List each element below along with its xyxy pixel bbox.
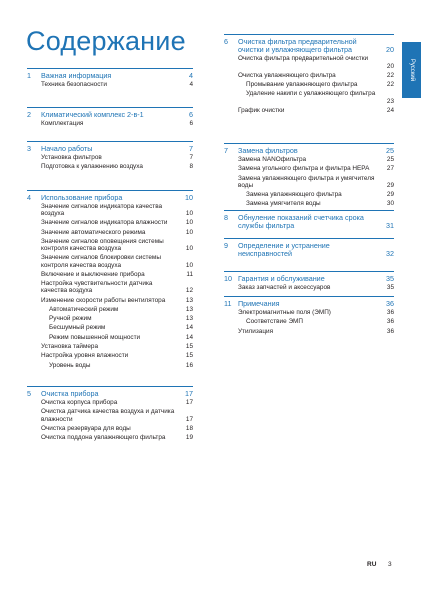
toc-entry-title: Режим повышенной мощности — [49, 333, 141, 341]
toc-entry-title: Очистка фильтра предварительной очистки — [238, 55, 369, 63]
toc-entry[interactable] — [238, 284, 394, 291]
toc-entry-page: 30 — [386, 200, 394, 208]
toc-entry-page: 13 — [185, 296, 193, 304]
toc-section-heading[interactable] — [27, 72, 193, 80]
toc-subentry[interactable] — [246, 318, 394, 325]
toc-section-heading[interactable] — [224, 147, 394, 155]
toc-entry[interactable] — [238, 175, 394, 190]
toc-entry-page: 11 — [186, 270, 193, 278]
toc-entry-page: 10 — [185, 219, 193, 227]
toc-section-page: 32 — [386, 249, 394, 259]
toc-entry-page: 36 — [386, 309, 394, 316]
toc-entry-title: Настройка уровня влажности — [41, 352, 129, 360]
toc-section-number: 2 — [27, 110, 31, 119]
toc-section-divider — [224, 296, 394, 297]
toc-entry-page: 23 — [386, 97, 394, 105]
toc-entry-page: 29 — [386, 191, 394, 198]
toc-section-number: 6 — [224, 37, 228, 46]
toc-entry[interactable] — [41, 238, 193, 253]
toc-section-heading[interactable] — [224, 214, 394, 231]
page-title: Содержание — [26, 26, 186, 56]
toc-entry-title: Подготовка к увлажнению воздуха — [41, 163, 143, 171]
toc-entry-page: 17 — [185, 415, 193, 423]
toc-entry-page: 7 — [189, 154, 193, 161]
toc-section-number: 3 — [27, 144, 31, 153]
toc-section-title: Очистка прибора — [41, 389, 99, 398]
toc-entry-title: Очистка корпуса прибора — [41, 399, 118, 406]
toc-entry[interactable] — [41, 399, 193, 406]
toc-entry-page: 8 — [189, 163, 193, 171]
toc-subentry[interactable] — [246, 81, 394, 88]
toc-entry-page: 17 — [185, 399, 193, 406]
toc-entry-page: 10 — [185, 210, 193, 218]
toc-subentry[interactable] — [49, 362, 193, 369]
toc-entry-page: 14 — [185, 333, 193, 341]
toc-entry[interactable] — [238, 107, 394, 114]
toc-entry-title: Значение сигналов индикатора качества воздуха — [41, 203, 163, 218]
toc-section-divider — [27, 68, 193, 69]
toc-section-title: Определение и устранение неисправностей — [238, 241, 330, 259]
toc-entry[interactable] — [41, 271, 193, 278]
toc-subentry[interactable] — [49, 306, 193, 313]
toc-entry-page: 29 — [386, 181, 394, 189]
toc-section-page: 7 — [189, 143, 193, 153]
toc-section-title: Климатический комплекс 2-в-1 — [41, 110, 144, 119]
toc-section-divider — [224, 143, 394, 144]
toc-entry-title: Бесшумный режим — [49, 324, 106, 332]
language-side-tab — [402, 42, 421, 98]
toc-section-title: Обнуление показаний счетчика срока службы фильтра — [238, 213, 364, 231]
toc-section-number: 4 — [27, 193, 31, 202]
toc-section-page: 36 — [386, 298, 394, 308]
toc-entry-page: 19 — [185, 434, 193, 441]
toc-entry[interactable] — [41, 434, 193, 441]
toc-section-divider — [27, 190, 193, 191]
toc-entry-title: Значение автоматического режима — [41, 228, 146, 236]
toc-section-title: Важная информация — [41, 71, 112, 80]
toc-entry-page: 6 — [189, 120, 193, 127]
toc-entry-title: Значение сигналов индикатора влажности — [41, 219, 168, 227]
toc-entry-title: График очистки — [238, 106, 285, 114]
toc-entry[interactable] — [238, 328, 394, 335]
toc-section-title: Начало работы — [41, 144, 93, 153]
toc-entry[interactable] — [238, 309, 394, 316]
toc-entry-page: 36 — [386, 318, 394, 326]
toc-entry-page: 25 — [386, 156, 394, 163]
toc-entry[interactable] — [41, 408, 193, 423]
toc-section-title: Очистка фильтра предварительной очистки и увлажняющего фильтра — [238, 37, 357, 55]
toc-entry-page: 22 — [386, 81, 394, 89]
toc-section-page: 6 — [189, 109, 193, 119]
toc-entry-page: 16 — [185, 361, 193, 369]
toc-section-number: 1 — [27, 71, 31, 80]
toc-section-heading[interactable] — [27, 111, 193, 119]
toc-section-title: Замена фильтров — [238, 146, 298, 155]
toc-section-number: 7 — [224, 146, 228, 155]
toc-section-divider — [224, 271, 394, 272]
toc-entry-title: Замена увлажняющего фильтра и умягчителя воды — [238, 174, 375, 189]
toc-entry[interactable] — [41, 203, 193, 218]
toc-entry[interactable] — [41, 280, 193, 295]
toc-entry-page: 24 — [386, 106, 394, 114]
toc-subentry[interactable] — [246, 200, 394, 207]
toc-entry-page: 27 — [386, 165, 394, 173]
toc-entry-title: Очистка увлажняющего фильтра — [238, 71, 336, 79]
toc-entry-page: 35 — [386, 284, 394, 291]
toc-entry-title: Техника безопасности — [41, 81, 107, 88]
toc-entry-title: Установка таймера — [41, 343, 99, 350]
toc-section-heading[interactable] — [224, 300, 394, 308]
toc-entry-title: Очистка поддона увлажняющего фильтра — [41, 434, 166, 441]
toc-entry-title: Соответствие ЭМП — [246, 318, 303, 326]
toc-section-heading[interactable] — [27, 390, 193, 398]
toc-section-divider — [224, 210, 394, 211]
toc-entry-title: Комплектация — [41, 120, 84, 127]
toc-section-title: Использование прибора — [41, 193, 123, 202]
toc-entry[interactable] — [238, 55, 394, 70]
toc-entry[interactable] — [41, 81, 193, 88]
toc-section-page: 10 — [185, 192, 193, 202]
toc-section-number: 10 — [224, 274, 232, 283]
toc-section-page: 20 — [386, 45, 394, 55]
toc-entry-page: 12 — [185, 287, 193, 295]
toc-subentry[interactable] — [246, 191, 394, 198]
toc-subentry[interactable] — [49, 315, 193, 322]
toc-entry-page: 36 — [386, 327, 394, 335]
toc-entry-title: Замена NANOфильтра — [238, 156, 307, 163]
toc-entry-title: Значение сигналов оповещения системы контроля качества воздуха — [41, 238, 164, 253]
toc-entry[interactable] — [41, 425, 193, 432]
toc-section-divider — [27, 141, 193, 142]
toc-section-heading[interactable] — [224, 242, 394, 259]
toc-entry[interactable] — [41, 163, 193, 170]
toc-entry[interactable] — [41, 343, 193, 350]
toc-section-page: 4 — [189, 70, 193, 80]
toc-entry-title: Настройка чувствительности датчика качества воздуха — [41, 280, 153, 295]
toc-section-title: Гарантия и обслуживание — [238, 274, 325, 283]
toc-entry-page: 14 — [185, 324, 193, 332]
toc-section-number: 8 — [224, 213, 228, 222]
toc-entry-title: Заказ запчастей и аксессуаров — [238, 284, 331, 291]
toc-entry-page: 13 — [185, 305, 193, 313]
toc-entry-title: Замена умягчителя воды — [246, 200, 321, 208]
toc-entry-page: 18 — [185, 424, 193, 432]
toc-subentry[interactable] — [49, 324, 193, 331]
toc-entry-page: 20 — [386, 62, 394, 70]
footer-language-code: RU — [367, 561, 377, 568]
toc-entry-title: Ручной режим — [49, 315, 92, 323]
toc-entry-title: Удаление накипи с увлажняющего фильтра — [246, 90, 376, 98]
toc-entry-title: Включение и выключение прибора — [41, 270, 145, 278]
toc-entry[interactable] — [41, 297, 193, 304]
toc-section-page: 35 — [386, 273, 394, 283]
toc-entry[interactable] — [41, 254, 193, 269]
toc-subentry[interactable] — [246, 90, 394, 105]
language-side-tab-label: Русский — [408, 58, 415, 82]
toc-section-heading[interactable] — [27, 145, 193, 153]
toc-entry-title: Утилизация — [238, 327, 274, 335]
toc-section-page: 17 — [185, 388, 193, 398]
toc-section-number: 5 — [27, 389, 31, 398]
toc-entry-page: 22 — [386, 71, 394, 79]
toc-entry-page: 13 — [185, 315, 193, 323]
toc-section-heading[interactable] — [224, 275, 394, 283]
toc-entry[interactable] — [41, 154, 193, 161]
toc-entry[interactable] — [41, 219, 193, 226]
footer-page-number: 3 — [388, 561, 392, 568]
toc-entry-page: 15 — [185, 352, 193, 360]
toc-entry-title: Замена увлажняющего фильтра — [246, 191, 342, 198]
toc-subentry[interactable] — [49, 334, 193, 341]
toc-entry-title: Значение сигналов блокировки системы контроля качества воздуха — [41, 254, 161, 269]
toc-section-heading[interactable] — [224, 38, 394, 55]
toc-entry-page: 10 — [185, 228, 193, 236]
toc-section-page: 31 — [386, 221, 394, 231]
toc-entry[interactable] — [41, 229, 193, 236]
toc-entry[interactable] — [41, 120, 193, 127]
toc-entry-title: Очистка датчика качества воздуха и датчика влажности — [41, 408, 175, 423]
toc-entry-title: Замена угольного фильтра и фильтра HEPA — [238, 165, 370, 173]
toc-entry-page: 4 — [189, 81, 193, 88]
toc-entry-title: Очистка резервуара для воды — [41, 424, 131, 432]
toc-section-number: 9 — [224, 241, 228, 250]
toc-section-title: Примечания — [238, 299, 280, 308]
toc-entry[interactable] — [238, 156, 394, 163]
toc-entry-title: Уровень воды — [49, 361, 91, 369]
toc-section-divider — [224, 34, 394, 35]
toc-section-divider — [27, 107, 193, 108]
toc-entry[interactable] — [238, 165, 394, 172]
toc-entry-title: Промывание увлажняющего фильтра — [246, 81, 358, 89]
toc-entry-title: Изменение скорости работы вентилятора — [41, 296, 166, 304]
toc-section-heading[interactable] — [27, 194, 193, 202]
toc-entry-page: 15 — [185, 343, 193, 350]
toc-entry[interactable] — [238, 72, 394, 79]
toc-section-divider — [27, 386, 193, 387]
toc-entry-title: Электромагнитные поля (ЭМП) — [238, 309, 331, 316]
toc-entry-title: Автоматический режим — [49, 305, 119, 313]
toc-entry[interactable] — [41, 352, 193, 359]
toc-entry-page: 10 — [185, 245, 193, 253]
toc-section-number: 11 — [224, 299, 232, 308]
toc-entry-page: 10 — [185, 261, 193, 269]
toc-entry-title: Установка фильтров — [41, 154, 102, 161]
toc-section-divider — [224, 238, 394, 239]
toc-section-page: 25 — [386, 145, 394, 155]
